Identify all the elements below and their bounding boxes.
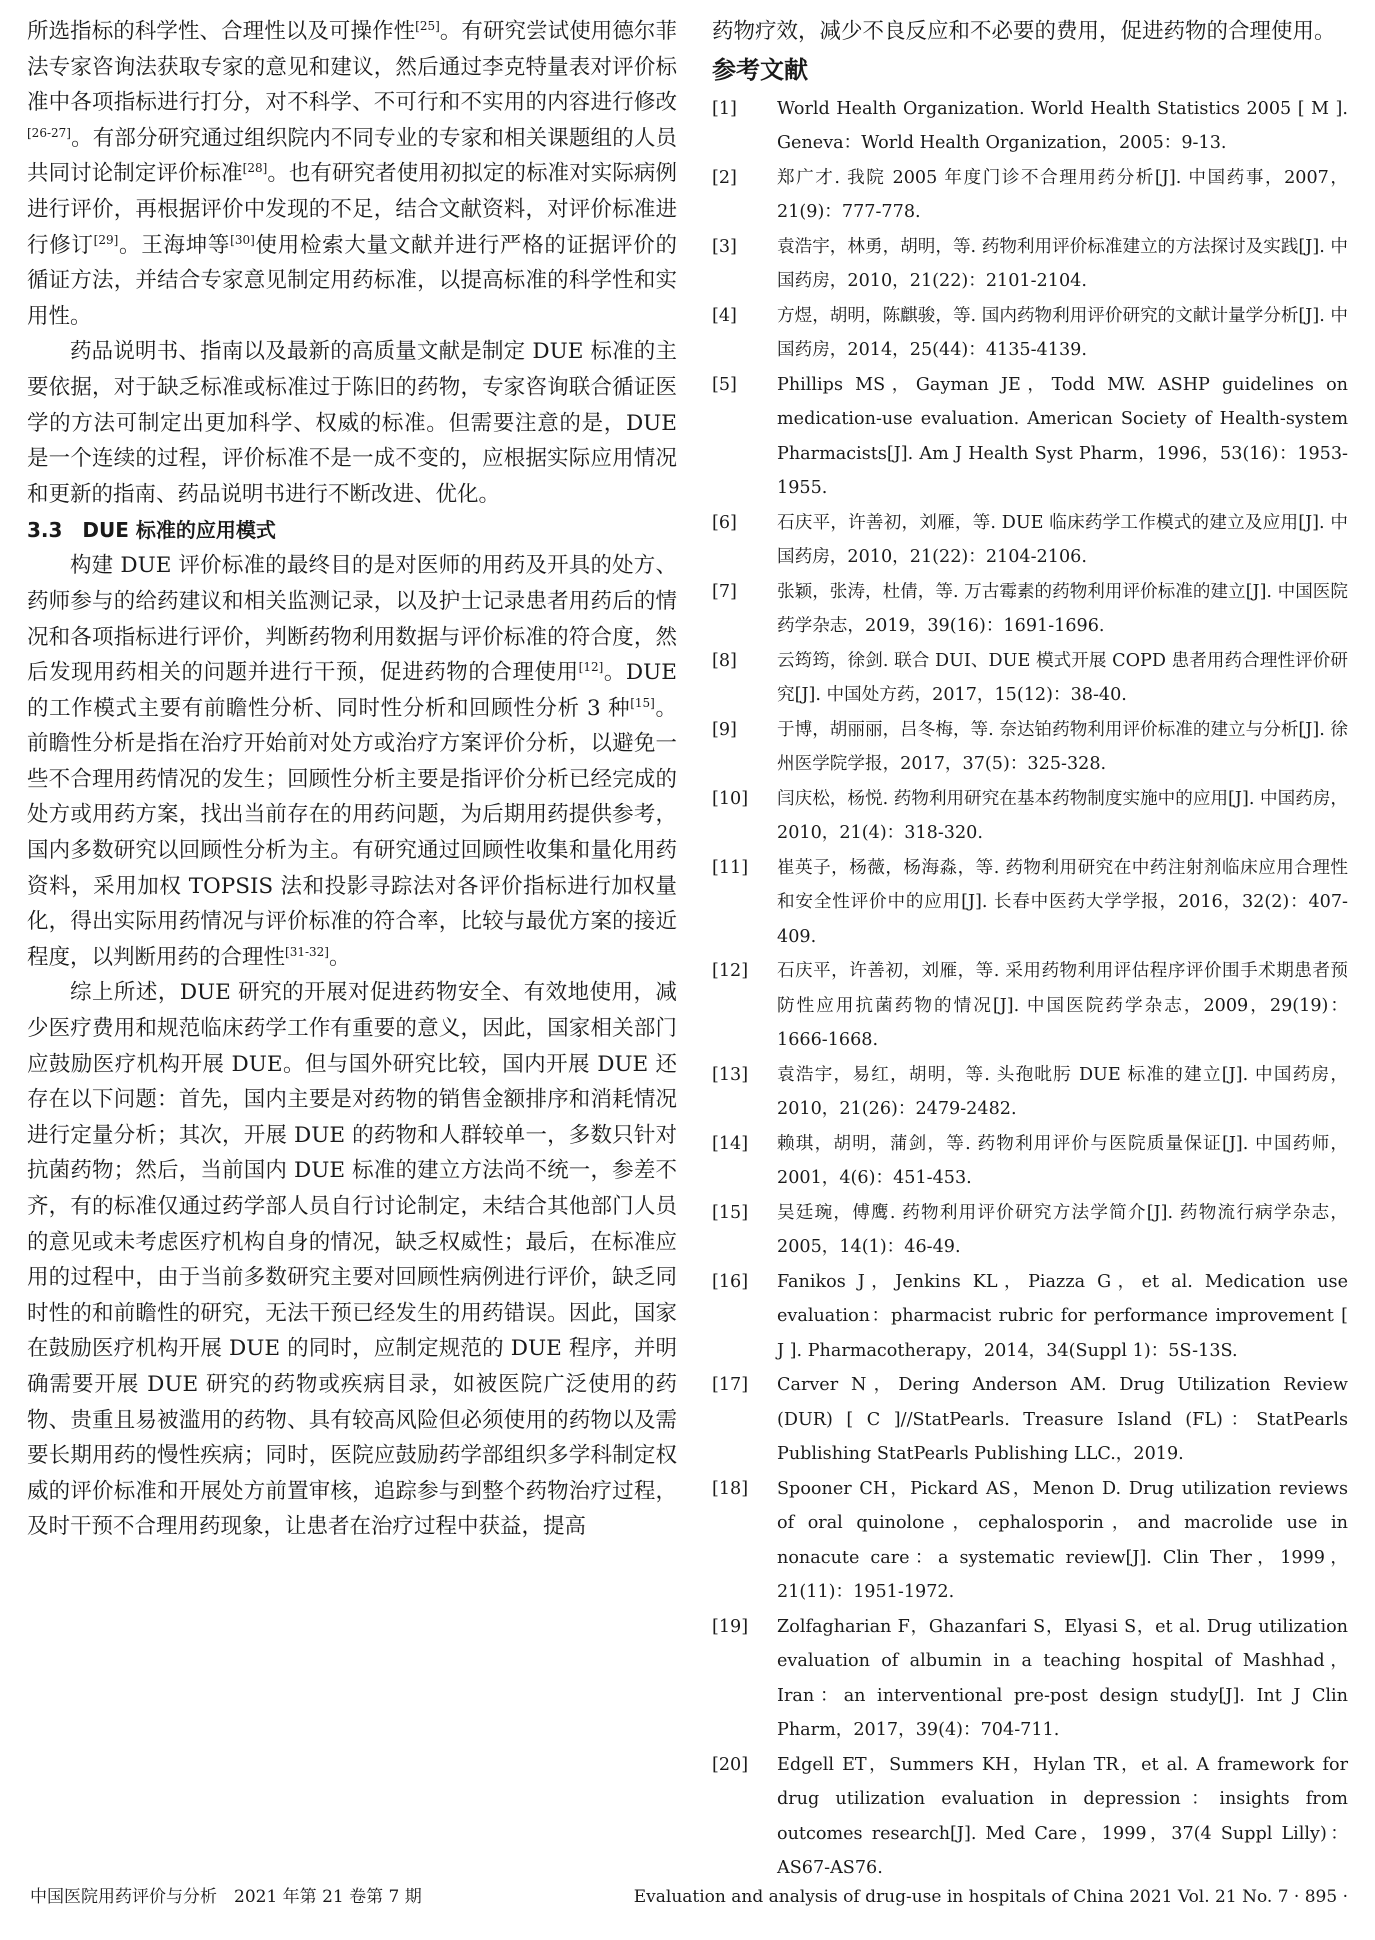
reference-text: 石庆平，许善初，刘雁，等. 采用药物利用评估程序评价围手术期患者预防性应用抗菌药物的情况[J]. 中国医院药学杂志，2009，29(19)：1666-1668. — [777, 961, 1348, 1051]
left-column — [27, 14, 677, 1545]
reference-text: Spooner CH，Pickard AS，Menon D. Drug utilization reviews of oral quinolone，cephalosporin，and macrolide use in nonacute care：a systematic review[J]. Clin Ther，1999，21(11)：1951-1972. — [777, 1478, 1348, 1603]
reference-item — [712, 644, 1348, 713]
reference-number: [8] — [712, 650, 737, 671]
reference-item — [712, 299, 1348, 368]
reference-text: 吴廷琬，傅鹰. 药物利用评价研究方法学简介[J]. 药物流行病学杂志，2005，14(1)：46-49. — [777, 1202, 1348, 1258]
citation: [15] — [630, 695, 655, 710]
reference-item — [712, 1265, 1348, 1369]
reference-number: [5] — [712, 374, 737, 395]
footer-journal-cn: 中国医院用药评价与分析 2021 年第 21 卷第 7 期 — [30, 1887, 422, 1907]
reference-item — [712, 954, 1348, 1058]
reference-text: Fanikos J，Jenkins KL，Piazza G，et al. Medication use evaluation：pharmacist rubric for performance improvement [ J ]. Pharmacotherapy，2014，34(Suppl 1)：5S-13S. — [777, 1271, 1348, 1361]
reference-item — [712, 713, 1348, 782]
reference-number: [7] — [712, 581, 737, 602]
reference-number: [12] — [712, 961, 749, 982]
citation: [31-32] — [285, 944, 329, 959]
reference-item — [712, 506, 1348, 575]
citation: [12] — [578, 659, 604, 674]
reference-item — [712, 851, 1348, 955]
reference-text: 方煜，胡明，陈麒骏，等. 国内药物利用评价研究的文献计量学分析[J]. 中国药房，2014，25(44)：4135-4139. — [777, 305, 1348, 361]
citation: [28] — [242, 161, 268, 176]
body-paragraph: 综上所述，DUE 研究的开展对促进药物安全、有效地使用，减少医疗费用和规范临床药学工作有重要的意义，因此，国家相关部门应鼓励医疗机构开展 DUE。但与国外研究比较，国内开展 DUE 还存在以下问题：首先，国内主要是对药物的销售金额排序和消耗情况进行定量分析；其次，开展 DUE 的药物和人群较单一，多数只针对抗菌药物；然后，当前国内 DUE 标准的建立方法尚不统一，参差不齐，有的标准仅通过药学部人员自行讨论制定，未结合其他部门人员的意见或未考虑医疗机构自身的情况，缺乏权威性；最后，在标准应用的过程中，由于当前多数研究主要对回顾性病例进行评价，缺乏同时性的和前瞻性的研究，无法干预已经发生的用药错误。因此，国家在鼓励医疗机构开展 DUE 的同时，应制定规范的 DUE 程序，并明确需要开展 DUE 研究的药物或疾病目录，如被医院广泛使用的药物、贵重且易被滥用的药物、具有较高风险但必须使用的药物以及需要长期用药的慢性疾病；同时，医院应鼓励药学部组织多学科制定权威的评价标准和开展处方前置审核，追踪参与到整个药物治疗过程，及时干预不合理用药现象，让患者在治疗过程中获益，提高 — [27, 980, 677, 1540]
reference-text: 崔英子，杨薇，杨海淼，等. 药物利用研究在中药注射剂临床应用合理性和安全性评价中的应用[J]. 长春中医药大学学报，2016，32(2)：407-409. — [777, 857, 1348, 947]
reference-text: Zolfagharian F，Ghazanfari S，Elyasi S，et al. Drug utilization evaluation of albumin in a teaching hospital of Mashhad，Iran：an interventional pre-post design study[J]. Int J Clin Pharm，2017，39(4)：704-711. — [777, 1616, 1348, 1741]
reference-list — [712, 92, 1348, 1886]
reference-text: Edgell ET，Summers KH，Hylan TR，et al. A framework for drug utilization evaluation in depression：insights from outcomes research[J]. Med Care，1999，37(4 Suppl Lilly)：AS67-AS76. — [777, 1754, 1348, 1879]
reference-number: [3] — [712, 236, 737, 257]
reference-number: [15] — [712, 1202, 749, 1223]
reference-number: [20] — [712, 1754, 749, 1775]
reference-item — [712, 782, 1348, 851]
reference-number: [16] — [712, 1271, 749, 1292]
reference-text: World Health Organization. World Health Statistics 2005 [ M ]. Geneva：World Health Organization，2005：9-13. — [777, 98, 1348, 154]
reference-number: [11] — [712, 857, 749, 878]
body-paragraph: 药品说明书、指南以及最新的高质量文献是制定 DUE 标准的主要依据，对于缺乏标准或标准过于陈旧的药物，专家咨询联合循证医学的方法可制定出更加科学、权威的标准。但需要注意的是，DUE 是一个连续的过程，评价标准不是一成不变的，应根据实际应用情况和更新的指南、药品说明书进行不断改进、优化。 — [27, 339, 677, 507]
citation: [26-27] — [27, 125, 71, 140]
section-heading: 3.3 DUE 标准的应用模式 — [27, 518, 276, 543]
reference-number: [1] — [712, 98, 737, 119]
reference-number: [13] — [712, 1064, 749, 1085]
reference-item — [712, 1610, 1348, 1748]
reference-text: 云筠筠，徐剑. 联合 DUI、DUE 模式开展 COPD 患者用药合理性评价研究[J]. 中国处方药，2017，15(12)：38-40. — [777, 650, 1348, 706]
reference-number: [4] — [712, 305, 737, 326]
reference-text: Phillips MS，Gayman JE，Todd MW. ASHP guidelines on medication-use evaluation. American Society of Health-system Pharmacists[J]. Am J Health Syst Pharm，1996，53(16)：1953-1955. — [777, 374, 1348, 499]
reference-item — [712, 575, 1348, 644]
reference-number: [17] — [712, 1375, 749, 1396]
reference-text: 袁浩宇，易红，胡明，等. 头孢吡肟 DUE 标准的建立[J]. 中国药房，2010，21(26)：2479-2482. — [777, 1064, 1348, 1120]
reference-number: [9] — [712, 719, 737, 740]
reference-text: 赖琪，胡明，蒲剑，等. 药物利用评价与医院质量保证[J]. 中国药师，2001，4(6)：451-453. — [777, 1133, 1348, 1189]
reference-item — [712, 1472, 1348, 1610]
reference-text: Carver N，Dering Anderson AM. Drug Utilization Review (DUR) [ C ]//StatPearls. Treasure Island (FL)：StatPearls Publishing StatPearls Publishing LLC.，2019. — [777, 1375, 1348, 1465]
citation: [30] — [230, 232, 255, 247]
references-heading: 参考文献 — [712, 55, 808, 84]
citation: [25] — [415, 18, 440, 33]
reference-item — [712, 161, 1348, 230]
reference-number: [2] — [712, 167, 737, 188]
reference-number: [19] — [712, 1616, 749, 1637]
reference-item — [712, 1368, 1348, 1472]
body-paragraph: 所选指标的科学性、合理性以及可操作性[25]。有研究尝试使用德尔菲法专家咨询法获取专家的意见和建议，然后通过李克特量表对评价标准中各项指标进行打分，对不科学、不可行和不实用的内容进行修改[26-27]。有部分研究通过组织院内不同专业的专家和相关课题组的人员共同讨论制定评价标准[28]。也有研究者使用初拟定的标准对实际病例进行评价，再根据评价中发现的不足，结合文献资料，对评价标准进行修订[29]。王海坤等[30]使用检索大量文献并进行严格的证据评价的循证方法，并结合专家意见制定用药标准，以提高标准的科学性和实用性。 — [27, 18, 677, 329]
reference-text: 石庆平，许善初，刘雁，等. DUE 临床药学工作模式的建立及应用[J]. 中国药房，2010，21(22)：2104-2106. — [777, 512, 1348, 568]
reference-item — [712, 1127, 1348, 1196]
reference-item — [712, 1196, 1348, 1265]
citation: [29] — [93, 232, 119, 247]
reference-number: [10] — [712, 788, 749, 809]
reference-item — [712, 368, 1348, 506]
reference-item — [712, 1058, 1348, 1127]
footer-journal-en: Evaluation and analysis of drug-use in hospitals of China 2021 Vol. 21 No. 7 · 895 · — [633, 1887, 1348, 1907]
body-paragraph-continued: 药物疗效，减少不良反应和不必要的费用，促进药物的合理使用。 — [712, 19, 1336, 44]
reference-text: 郑广才. 我院 2005 年度门诊不合理用药分析[J]. 中国药事，2007，21(9)：777-778. — [777, 167, 1348, 223]
reference-text: 闫庆松，杨悦. 药物利用研究在基本药物制度实施中的应用[J]. 中国药房，2010，21(4)：318-320. — [777, 788, 1348, 844]
reference-item — [712, 230, 1348, 299]
reference-text: 于博，胡丽丽，吕冬梅，等. 奈达铂药物利用评价标准的建立与分析[J]. 徐州医学院学报，2017，37(5)：325-328. — [777, 719, 1348, 775]
body-paragraph: 构建 DUE 评价标准的最终目的是对医师的用药及开具的处方、药师参与的给药建议和相关监测记录，以及护士记录患者用药后的情况和各项指标进行评价，判断药物利用数据与评价标准的符合度，然后发现用药相关的问题并进行干预，促进药物的合理使用[12]。DUE 的工作模式主要有前瞻性分析、同时性分析和回顾性分析 3 种[15]。前瞻性分析是指在治疗开始前对处方或治疗方案评价分析，以避免一些不合理用药情况的发生；回顾性分析主要是指评价分析已经完成的处方或用药方案，找出当前存在的用药问题，为后期用药提供参考，国内多数研究以回顾性分析为主。有研究通过回顾性收集和量化用药资料，采用加权 TOPSIS 法和投影寻踪法对各评价指标进行加权量化，得出实际用药情况与评价标准的符合率，比较与最优方案的接近程度，以判断用药的合理性[31-32]。 — [27, 553, 677, 970]
reference-number: [14] — [712, 1133, 749, 1154]
reference-text: 袁浩宇，林勇，胡明，等. 药物利用评价标准建立的方法探讨及实践[J]. 中国药房，2010，21(22)：2101-2104. — [777, 236, 1348, 292]
reference-text: 张颖，张涛，杜倩，等. 万古霉素的药物利用评价标准的建立[J]. 中国医院药学杂志，2019，39(16)：1691-1696. — [777, 581, 1348, 637]
right-column — [712, 14, 1348, 1886]
reference-item — [712, 92, 1348, 161]
reference-item — [712, 1748, 1348, 1886]
reference-number: [18] — [712, 1478, 749, 1499]
reference-number: [6] — [712, 512, 737, 533]
